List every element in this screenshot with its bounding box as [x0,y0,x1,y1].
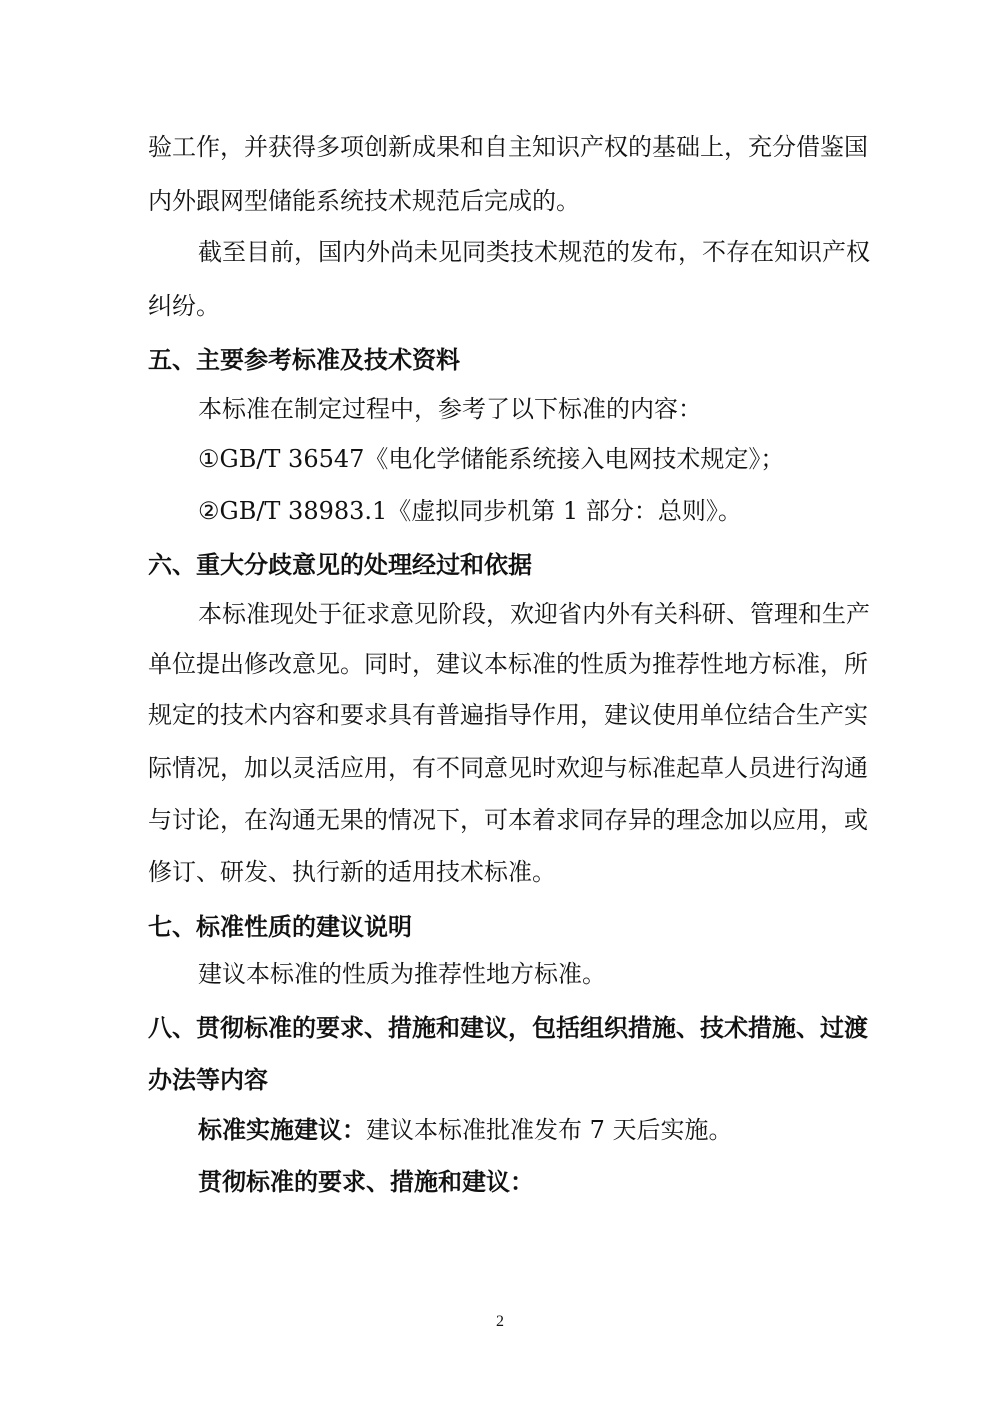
section-heading-line [0,1004,1000,1052]
page-number: 2 [496,1313,504,1330]
paragraph-line [0,640,1000,688]
paragraph-text: 内外跟网型储能系统技术规范后完成的。 [148,187,580,215]
section-heading-line [0,903,1000,951]
paragraph-text: 截至目前，国内外尚未见同类技术规范的发布，不存在知识产权 [198,238,870,266]
implementation-row [198,1106,733,1154]
paragraph-line [0,385,1000,433]
paragraph-line [0,123,1000,171]
paragraph-line [0,282,1000,330]
paragraph-text: 单位提出修改意见。同时，建议本标准的性质为推荐性地方标准，所 [148,650,868,678]
implementation-text: 建议本标准批准发布 7 天后实施。 [366,1116,733,1144]
implementation-label: 标准实施建议： [198,1116,366,1144]
paragraph-text: 规定的技术内容和要求具有普遍指导作用，建议使用单位结合生产实 [148,701,868,729]
section-7-body: 建议本标准的性质为推荐性地方标准。 [198,960,606,988]
paragraph-text: 纠纷。 [148,292,220,320]
reference-line [0,487,1000,535]
paragraph-line [0,950,1000,998]
paragraph-line [0,590,1000,638]
section-6-heading: 六、重大分歧意见的处理经过和依据 [148,551,532,579]
section-heading-line [0,336,1000,384]
paragraph-line [0,177,1000,225]
section-5-intro: 本标准在制定过程中，参考了以下标准的内容： [198,395,702,423]
paragraph-text: 验工作，并获得多项创新成果和自主知识产权的基础上，充分借鉴国 [148,133,868,161]
section-5-heading: 五、主要参考标准及技术资料 [148,346,460,374]
reference-item: ②GB/T 38983.1《虚拟同步机第 1 部分：总则》。 [198,497,742,525]
requirements-label: 贯彻标准的要求、措施和建议： [198,1168,534,1196]
section-heading-line [0,541,1000,589]
paragraph-text: 修订、研发、执行新的适用技术标准。 [148,858,556,886]
paragraph-line [0,1158,1000,1206]
reference-line [0,435,1000,483]
section-8-heading-cont: 办法等内容 [148,1066,268,1094]
paragraph-text: 与讨论，在沟通无果的情况下，可本着求同存异的理念加以应用，或 [148,806,868,834]
paragraph-text: 际情况，加以灵活应用，有不同意见时欢迎与标准起草人员进行沟通 [148,754,868,782]
paragraph-line [0,691,1000,739]
section-heading-line [0,1056,1000,1104]
section-7-heading: 七、标准性质的建议说明 [148,913,412,941]
paragraph-line [0,848,1000,896]
paragraph-text: 本标准现处于征求意见阶段，欢迎省内外有关科研、管理和生产 [198,600,870,628]
paragraph-line [0,228,1000,276]
section-8-heading: 八、贯彻标准的要求、措施和建议，包括组织措施、技术措施、过渡 [148,1014,868,1042]
paragraph-line [0,744,1000,792]
reference-item: ①GB/T 36547《电化学储能系统接入电网技术规定》； [198,445,785,473]
paragraph-line [0,1106,1000,1154]
paragraph-line [0,796,1000,844]
